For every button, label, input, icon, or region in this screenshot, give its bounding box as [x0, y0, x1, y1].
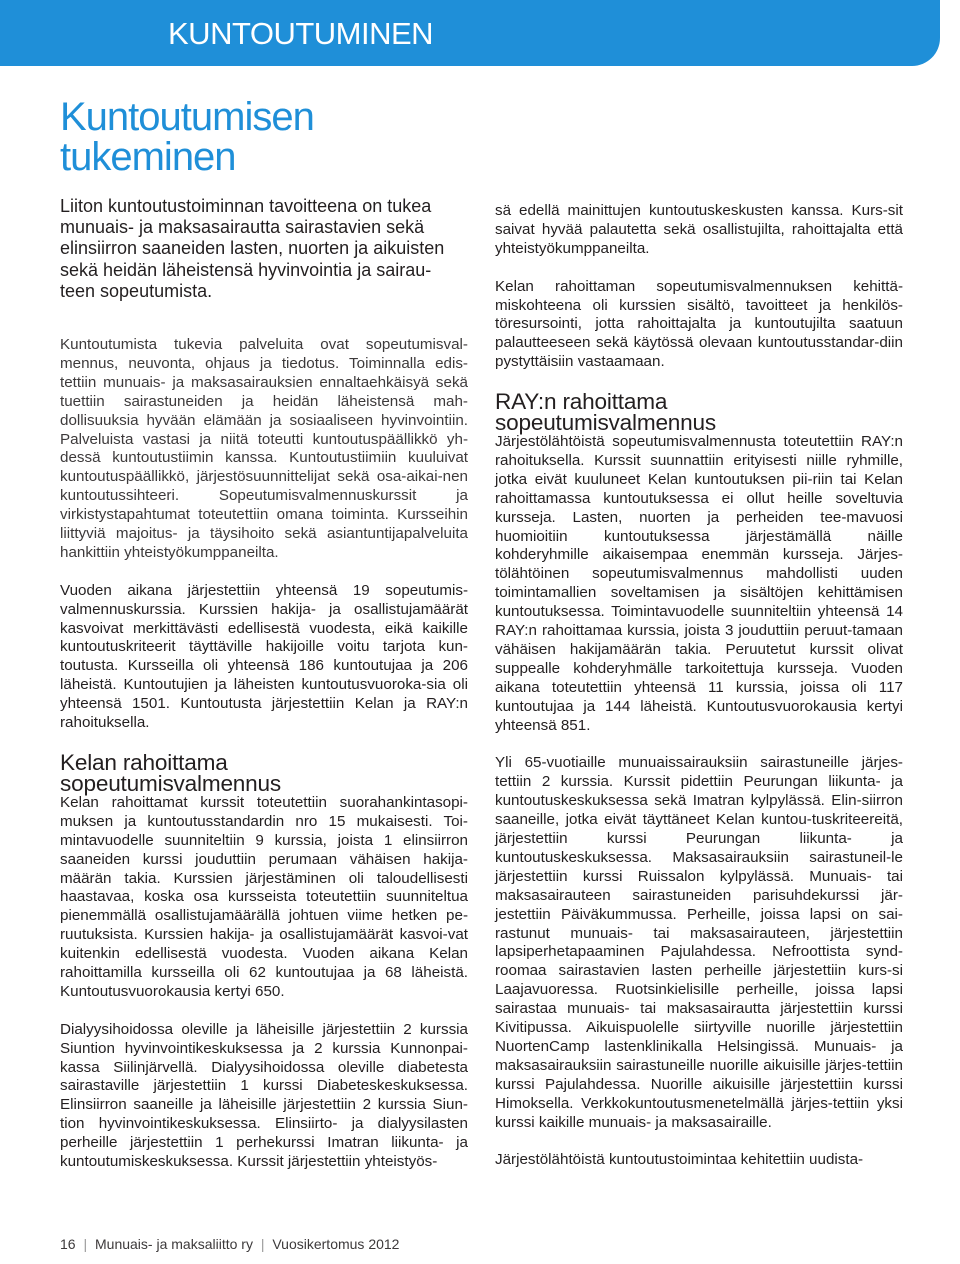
- right-column: [495, 202, 903, 1189]
- lead-line: elinsiirron saaneiden lasten, nuorten ja aikuisten: [60, 238, 445, 259]
- footer-separator: |: [260, 1236, 265, 1252]
- kela-paragraph: Kelan rahoittamat kurssit toteutettiin suorahankintasopi-muksen ja kuntoutusstandardin nro 15 mukaisesti. Toi-mintavuodelle suunniteltiin 9 kurssia, joista 1 elinsiirron saaneiden kurssi jouduttiin perumaan vähäisen hakija-määrän takia. Kurssien järjestäminen oli taloudellisesti haastavaa, koska osa kursseista toteutettiin suunniteltua pienemmällä osallistujamäärällä johtuen viime hetken pe-ruutuksista. Kurssien hakija- ja osallistujamäärät kasvoi-vat kuitenkin edellisestä vuodesta. Vuoden aikana Kelan rahoittamilla kursseilla oli 62 kuntoutujaa ja 68 läheistä. Kuntoutusvuorokausia kertyi 650.: [60, 793, 468, 1000]
- footer-separator: |: [83, 1236, 88, 1252]
- kela-heading: [60, 749, 468, 796]
- seniors-paragraph: Yli 65-vuotiaille munuaissairauksiin sairastuneille järjes-tettiin 2 kurssia. Kurssit pidettiin Peurungan liikunta- ja kuntoutuskeskuksessa sekä Imatran kylpylässä. Elin-siirron saaneille, jotka eivät täyttäneet Kelan kuntou-tuskriteereitä, järjestettiin kurssi Peurungan liikunta- ja kuntoutuskeskuksessa. Maksasairauksiin sairastuneil-le järjestettiin kurssi Ruissalon kylpylässä. Munuais- tai maksasairauteen sairastuneiden parisuhdekurssi jär-jestettiin Päiväkummussa. Perheille, joissa lapsi on sai-rastunut munuais- tai maksasairauteen, järjestettiin lapsiperhetapaaminen Pajulahdessa. Nefroottista synd-roomaa sairastavien lasten perheille järjestettiin kurs-si Laajavuoressa. Ruotsinkielisille perheille, joissa lapsi sairastaa munuais- tai maksasairautta järjestettiin kurssi Kivitipussa. Aikuispuolelle siirtyville nuorille järjestettiin NuortenCamp lastenklinikalla Helsingissä. Munuais- ja maksasairauksiin sairastuneille nuorille aikuisille järjes-tettiin kurssi Pajulahdessa. Nuorille aikuisille järjestettiin kurssi Himoksella. Verkkokuntoutusmenetelmällä järjes-tettiin yksi kurssi kaikille munuais- ja maksasairaille.: [495, 754, 903, 1131]
- page-number: 16: [60, 1236, 76, 1252]
- feedback-paragraph: sä edellä mainittujen kuntoutuskeskusten kanssa. Kurs-sit saivat hyvää palautetta sekä osallistujilta, rahoittajalta että yhteistyökumppaneilta.: [495, 202, 903, 257]
- lead-line: sekä heidän läheistensä hyvinvointia ja sairau-: [60, 259, 432, 280]
- section-label: KUNTOUTUMINEN: [168, 16, 434, 51]
- ray-heading-line-2: sopeutumisvalmennus: [495, 410, 717, 436]
- ray-paragraph: Järjestölähtöistä sopeutumisvalmennusta toteutettiin RAY:n rahoituksella. Kurssit suunnattiin erityisesti niille ryhmille, jotka eivät kuuluneet Kelan kuntoutuksen pii-riin tai Kelan rahoittamassa kuntoutuksessa ei ollut heille soveltuvia kursseja. Lasten, nuorten ja perheiden tee-mavuosi huomioitiin kuntoutuksessa järjestämällä näille kohderyhmille aikaisempaa enemmän kursseja. Järjes-tölähtöinen sopeutumisvalmennus mahdollisti uuden toimintamallien soveltamisen ja sisältöjen kehittämisen kuntoutuksessa. Toimintavuodelle suunniteltiin yhteensä 14 RAY:n rahoittamaa kurssia, joista 3 jouduttiin peruut-tamaan vähäisen hakijamäärän takia. Peruutetut kurssit olivat suppealle kohderyhmälle tarkoitettuja kursseja. Vuoden aikana toteutettiin yhteensä 11 kurssia, joissa oli 117 kuntoutujaa ja 144 läheistä. Kuntoutusvuorokausia kertyi yhteensä 851.: [495, 433, 903, 734]
- development-paragraph: Kelan rahoittaman sopeutumisvalmennuksen kehittä-miskohteena oli kurssien sisältö, tavoitteet ja henkilös-töresursointi, jotta rahoittajalta ja kuntoutujilta saatuun palautteeseen sekä käytössä olevaan kuntoutusstandar-diin pystyttäisiin vastaamaan.: [495, 277, 903, 371]
- kela-heading-line-2: sopeutumisvalmennus: [60, 770, 282, 796]
- section-banner: [0, 0, 940, 66]
- ray-heading: [495, 389, 903, 436]
- lead-line: munuais- ja maksasairautta sairastavien sekä: [60, 217, 425, 238]
- page-title-line-2: tukeminen: [60, 135, 236, 179]
- lead-paragraph: [60, 196, 468, 302]
- courses-paragraph: Vuoden aikana järjestettiin yhteensä 19 sopeutumis-valmennuskurssia. Kurssien hakija- ja osallistujamäärät kasvoivat merkittävästi edellisestä vuodesta, eikä kaikille kuntoutuskriteerit täyttäville hakijoille voitu tarjota kun-toutusta. Kursseilla oli yhteensä 186 kuntoutujaa ja 206 läheistä. Kuntoutujien ja läheisten kuntoutusvuoroka-sia oli yhteensä 1501. Kuntoutusta järjestettiin Kelan ja RAY:n rahoituksella.: [60, 581, 468, 732]
- page-footer: [60, 1236, 399, 1252]
- lead-line: teen sopeutumista.: [60, 280, 213, 301]
- publication-name: Munuais- ja maksaliitto ry: [95, 1236, 253, 1252]
- left-column: [60, 336, 468, 1191]
- page-title-line-1: Kuntoutumisen: [60, 95, 314, 139]
- page-title: [60, 97, 314, 177]
- kela-heading-line-1: Kelan rahoittama: [60, 749, 228, 775]
- continuation-paragraph: Järjestölähtöistä kuntoutustoimintaa kehitettiin uudista-: [495, 1151, 864, 1169]
- ray-heading-line-1: RAY:n rahoittama: [495, 389, 668, 415]
- dialysis-paragraph: Dialyysihoidossa oleville ja läheisille järjestettiin 2 kurssia Siuntion hyvinvointikeskuksessa ja 2 kurssia Kunnonpai-kassa Siilinjärvellä. Dialyysihoidossa oleville diabetesta sairastaville järjestettiin 1 kurssi Diabeteskeskuksessa. Elinsiirron saaneille ja läheisille järjestettiin 2 kurssia Siun-tion hyvinvointikeskuksessa. Elinsiirto- ja dialyysilasten perheille järjestettiin 1 perhekurssi Imatran liikunta- ja kuntoutumiskeskuksessa. Kurssit järjestettiin yhteistyös-: [60, 1020, 468, 1171]
- lead-line: Liiton kuntoutustoiminnan tavoitteena on tukea: [60, 196, 432, 216]
- intro-paragraph: Kuntoutumista tukevia palveluita ovat sopeutumisval-mennus, neuvonta, ohjaus ja tiedotus. Toiminnalla edis-tettiin munuais- ja maksasairauksien ennaltaehkäisyä sekä tuettiin sairastuneiden ja heidän läheistensä mah-dollisuuksia hyvään elämään ja sosiaaliseen hyvinvointiin. Palveluista vastasi ja niitä toteutti kuntoutuspäällikkö yh-dessä kuntoutustiimin kanssa. Kuntoutustiimiin kuuluivat kuntoutuspäällikkö, järjestösuunnittelijat sekä osa-aikai-nen kuntoutussihteeri. Sopeutumisvalmennuskurssit ja virkistystapahtumat toteutettiin omana toiminta. Kursseihin liittyviä majoitus- ja täysihoito sekä asiantuntijapalveluita hankittiin yhteistyökumppaneilta.: [60, 336, 468, 561]
- report-name: Vuosikertomus 2012: [272, 1236, 400, 1252]
